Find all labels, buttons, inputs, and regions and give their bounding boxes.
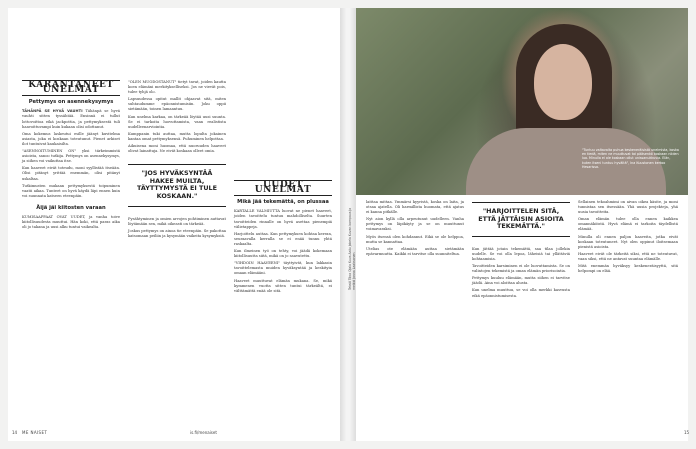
paragraph: Pysähtyminen ja omien arvojen pohtiminen auttavat löytämään sen, mikä oikeasti on tärkeää.: [128, 216, 226, 226]
section-subhead-3: Mikä jää tekemättä, on plussaa: [237, 199, 329, 206]
paragraph: Pettymys kuuluu elämään, mutta siihen ei tarvitse jäädä. Aina voi aloittaa alusta.: [472, 276, 570, 286]
paragraph: Mitä enemmän hyväksyy keskeneräisyyttä, sitä helpompi on elää.: [578, 264, 678, 274]
paragraph: KUMISAAPPAAT OVAT UUDET, ja vanha toive kiitollisuudesta muuttui. Hän koki, että paras aika oli jo takana ja uusi alku tuntui vaikealta.: [22, 215, 120, 230]
photo-face: [534, 44, 592, 120]
paragraph: Joskus pettymys on ainoa tie eteenpäin. Se pakottaa katsomaan peiliin ja kysymään vaikeita kysymyksiä.: [128, 228, 226, 238]
photo-credit: Teksti Tiina Ojala Kuva Aatu Jokela Kuvan kampaus ja meikki Jonna Laaksonen: [348, 207, 356, 290]
paragraph: Kun jättää jotain tekemättä, saa tilaa jollekin uudelle. Se voi olla lepoa, läheisiä tai yllättäviä kohtaamisia.: [472, 246, 570, 261]
paragraph: Kun unelma muuttuu, se voi olla merkki kasvusta eikä epäonnistumisesta.: [472, 288, 570, 298]
paragraph: Utelias ote elämään auttaa sietämään epävarmuutta. Kaikki ei tarvitse olla suunniteltua.: [366, 246, 464, 256]
paragraph: Oman elämän tulee olla ennen kaikkea omannäköistä. Hyvä elämä ei tarkoita täydellistä elämää.: [578, 217, 678, 232]
paragraph: Harjoittelu auttaa. Kun pettymyksen kohtaa kerran, seuraavalla kerralla se ei enää tunnu yhtä raskaalta.: [234, 231, 332, 246]
paragraph: Sellainen tekoahmimi on aivan oikea käsite, ja moni tunnistaa sen itsessään. Yhä uusia projekteja, yhä uusia tavoitteita.: [578, 200, 678, 215]
pull-quote-right: "HARJOITTELEN SITÄ, ETTÄ JÄTTÄISIN ASIOITA TEKEMÄTTÄ.": [472, 202, 570, 237]
paragraph: TÄHÄNPÄ SE HYVÄ VAUHTI Tähänpä se hyvä vauhti sitten tyssähtää. Ensinnä ei tullut lottovoittoa eikä jackpottia, ja pettymyksestä tuli haavoittuvampi kuin kukaan olisi odottanut.: [22, 109, 120, 129]
paragraph: Kun haaveet eivät toteudu, moni syyllistää itseään. Olisi pitänyt yrittää enemmän, olisi pitänyt uskaltaa.: [22, 166, 120, 181]
paragraph: "OLEN MUODOSTANUT" tietyt tavat, joiden kautta koen elämäni merkitykselliseksi. Jos ne vievät pois, tulee tyhjä olo.: [128, 80, 226, 95]
website-url: is.fi/menaiset: [190, 430, 217, 435]
paragraph: KARTALLE VALMIUTTA luovat ne pienet haaveet, joiden tavoittelu tuntuu mahdolliselta. Suurten tavoitteiden rinnalle on hyvä asettaa pienempiä välietappeja.: [234, 209, 332, 229]
right-column-2: [472, 200, 570, 301]
left-column-1: [22, 80, 120, 232]
section-subhead-2: Äijä jäi kiitosten varaan: [36, 204, 106, 211]
paragraph: Minulla oli ennen paljon haaveita, jotka eivät koskaan toteutuneet. Nyt olen oppinut iloitsemaan pienistä asioista.: [578, 234, 678, 249]
section-headline-2: UUDET UNELMAT: [234, 180, 332, 196]
paragraph: Aikuisena moni huomaa, että nuoruuden haaveet olivat lainattuja. Ne eivät koskaan olleet omia.: [128, 144, 226, 154]
pull-quote: "JOS HYVÄKSYNTÄÄ HAKEE MUILTA, TÄYTTYMYSTÄ EI TULE KOSKAAN.": [128, 164, 226, 206]
paragraph: Kun unelma karkaa, on tärkeää löytää uusi suunta. Se ei tarkoita luovuttamista, vaan realistista uudelleenarviointia.: [128, 114, 226, 129]
paragraph: Oma kokemus laskeutui esille jäänyt kuvitelma asiasta, joka ei koskaan toteutunut. Pienet arkiset ilot tuntuivat kaukaisilta.: [22, 131, 120, 146]
page-number-left: 14: [12, 430, 18, 435]
paragraph: Haaveet eivät ole tärkeitä siksi, että ne toteutuvat, vaan siksi, että ne antavat suuntaa elämälle.: [578, 251, 678, 261]
right-column-1: [366, 200, 464, 259]
paragraph: Nyt aion kyllä olla arpeutunut uudelleen. Vanha pettymys on läpikäyty ja se on muuttunut voimavaraksi.: [366, 217, 464, 232]
paragraph: laittaa mittaa. Ymmärsi kyyristä, koska on laita, ja otsaa ajatella. Oli harmillista huomata, että ajatus ei kanna pitkälle.: [366, 200, 464, 215]
paragraph: Tavoitteiden karsiminen ei ole luovuttamista. Se on valintojen tekemistä ja oman elämän priorisointia.: [472, 264, 570, 274]
paragraph: Tutkimusten mukaan pettymyksestä toipuminen vaatii aikaa. Tunteet on hyvä käydä läpi ennen kuin voi suunnata katseen eteenpäin.: [22, 183, 120, 198]
photo-caption: "Tuntuu valtavalta puhua keskeneräisistä unelmista, koska en tiedä, miten ne muuttuvat tai pääsenkö koskaan niiden luo. Minulla ei ole koskaan ollut unissanukkuvia. Elän, kuten itseni tuntuu hyvältä", Ina Kuustonen kertoo Hesarissa.: [582, 148, 679, 169]
paragraph: Kumppanin tuki auttaa, mutta lopulta jokainen kantaa omat pettymyksensä. Puhuminen helpottaa.: [128, 131, 226, 141]
paragraph: Haaveet muuttuvat elämän mukana. Se, mikä kymmenen vuotta sitten tuntui tärkeältä, ei välttämättä enää ole sitä.: [234, 278, 332, 293]
paragraph: Lapsuudessa opitut mallit ohjaavat sitä, miten suhtaudumme epäonnistumisiin. Joku oppii sietämään, toinen lamaantuu.: [128, 97, 226, 112]
lead-in: TÄHÄNPÄ SE HYVÄ VAUHTI: [22, 109, 83, 114]
paragraph: Kun ilmeinen työ on tehty, voi jäädä kokemaan kiitollisuutta siitä, mikä on jo saavutettu.: [234, 249, 332, 259]
magazine-name: ME NAISET: [22, 430, 48, 435]
paragraph: "VIHDOIN HAAVEENI" täyttyivät, kun lakkasin tavoittelemasta muiden hyväksyntää ja keskityin omaan elämääni.: [234, 261, 332, 276]
section-subhead: Pettymys on asennekysymys: [28, 99, 114, 106]
page-number-right: 15: [684, 430, 690, 435]
left-column-2: [128, 80, 226, 241]
paragraph: Myös itsensä olen kohdannut. Eikä se ole helppoa, mutta se kannattaa.: [366, 234, 464, 244]
section-headline: KARANTANEET UNELMAT: [22, 80, 120, 96]
portrait-photo: [356, 8, 688, 195]
photo-background: [356, 8, 688, 195]
paragraph: "ASENNOITUMINEN ON" yksi tärkeimmistä asioista, sanoo tutkija. Pettymys on asennekysymys, ja siihen voi vaikuttaa itse.: [22, 149, 120, 164]
right-column-3: [578, 200, 678, 276]
left-column-3: [234, 80, 332, 296]
